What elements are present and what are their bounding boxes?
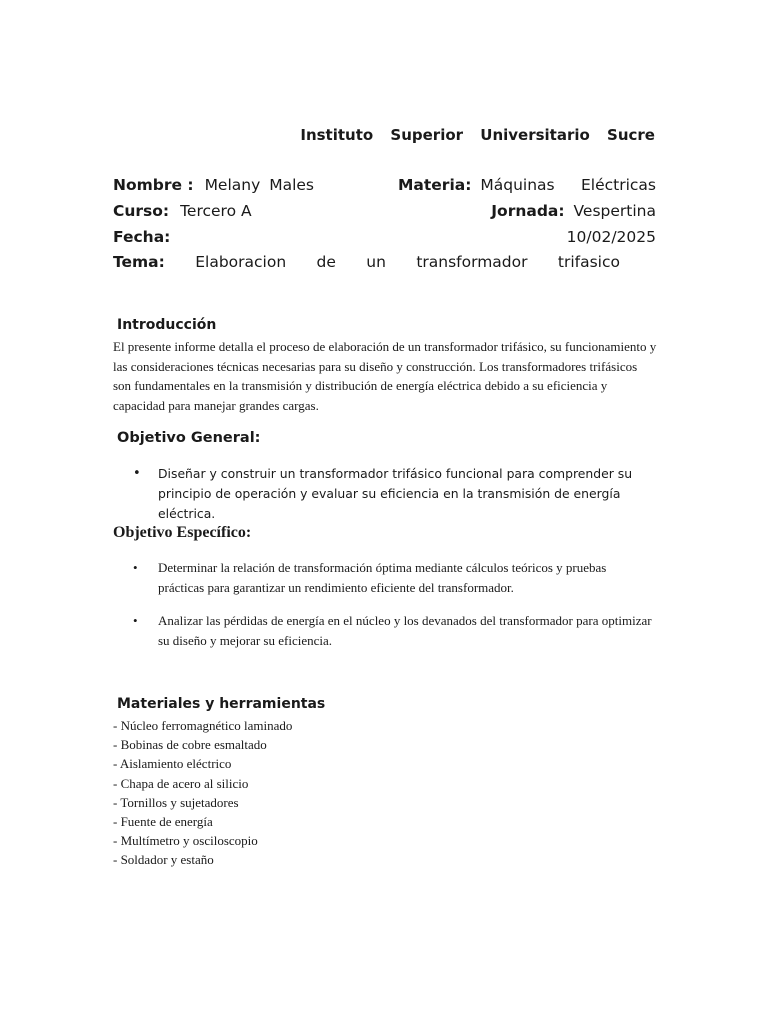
institution-title: Instituto Superior Universitario Sucre	[300, 126, 655, 144]
materia-label: Materia:	[398, 176, 472, 194]
list-item: - Soldador y estaño	[113, 852, 214, 868]
list-item: - Fuente de energía	[113, 814, 213, 830]
list-item: • Analizar las pérdidas de energía en el núcleo y los devanados del transformador para optimizar su diseño y mejorar su eficiencia.	[113, 611, 653, 650]
list-item: - Multímetro y osciloscopio	[113, 833, 258, 849]
curso-label: Curso:	[113, 202, 170, 220]
objetivo-general-heading: Objetivo General:	[117, 430, 261, 446]
curso-value: Tercero A	[180, 202, 252, 220]
materia-value-1: Máquinas	[480, 176, 555, 194]
tema-word: transformador	[416, 253, 528, 271]
tema-word: un	[366, 253, 386, 271]
jornada-label: Jornada:	[491, 202, 565, 220]
nombre-value: Melany Males	[204, 176, 314, 194]
tema-word: de	[316, 253, 336, 271]
list-item: - Núcleo ferromagnético laminado	[113, 718, 293, 733]
header-row-curso	[113, 202, 656, 224]
materiales-list	[113, 716, 292, 870]
objetivo-general-list	[113, 464, 653, 524]
header-row-nombre	[113, 176, 656, 198]
objetivo-especifico-heading: Objetivo Específico:	[113, 524, 252, 541]
fecha-value: 10/02/2025	[566, 228, 656, 246]
list-item: - Bobinas de cobre esmaltado	[113, 737, 267, 753]
materia-value-2: Eléctricas	[580, 176, 656, 194]
header-row-fecha	[113, 228, 656, 250]
fecha-label: Fecha:	[113, 228, 171, 246]
list-item: - Aislamiento eléctrico	[113, 756, 232, 772]
introduccion-text: El presente informe detalla el proceso de elaboración de un transformador trifásico, su funcionamiento y las consideraciones técnicas necesarias para su diseño y construcción. Los transformadores trifásicos son fundamentales en la transmisión y distribución de energía eléctrica debido a su eficiencia y capacidad para manejar grandes cargas.	[113, 339, 657, 413]
header-row-tema	[113, 253, 620, 275]
list-item: - Tornillos y sujetadores	[113, 794, 239, 810]
list-item: - Chapa de acero al silicio	[113, 775, 249, 791]
tema-label: Tema:	[113, 253, 165, 271]
list-item: • Diseñar y construir un transformador trifásico funcional para comprender su principio de operación y evaluar su eficiencia en la transmisión de energía eléctrica.	[113, 464, 653, 524]
objetivo-especifico-list	[113, 558, 653, 650]
tema-word: Elaboracion	[195, 253, 287, 271]
tema-word: trifasico	[557, 253, 620, 271]
nombre-label: Nombre :	[113, 176, 194, 194]
list-item: • Determinar la relación de transformación óptima mediante cálculos teóricos y pruebas prácticas para garantizar un rendimiento eficiente del transformador.	[113, 558, 653, 597]
jornada-value: Vespertina	[573, 202, 656, 220]
introduccion-heading: Introducción	[117, 317, 217, 333]
materiales-heading: Materiales y herramientas	[117, 696, 326, 712]
